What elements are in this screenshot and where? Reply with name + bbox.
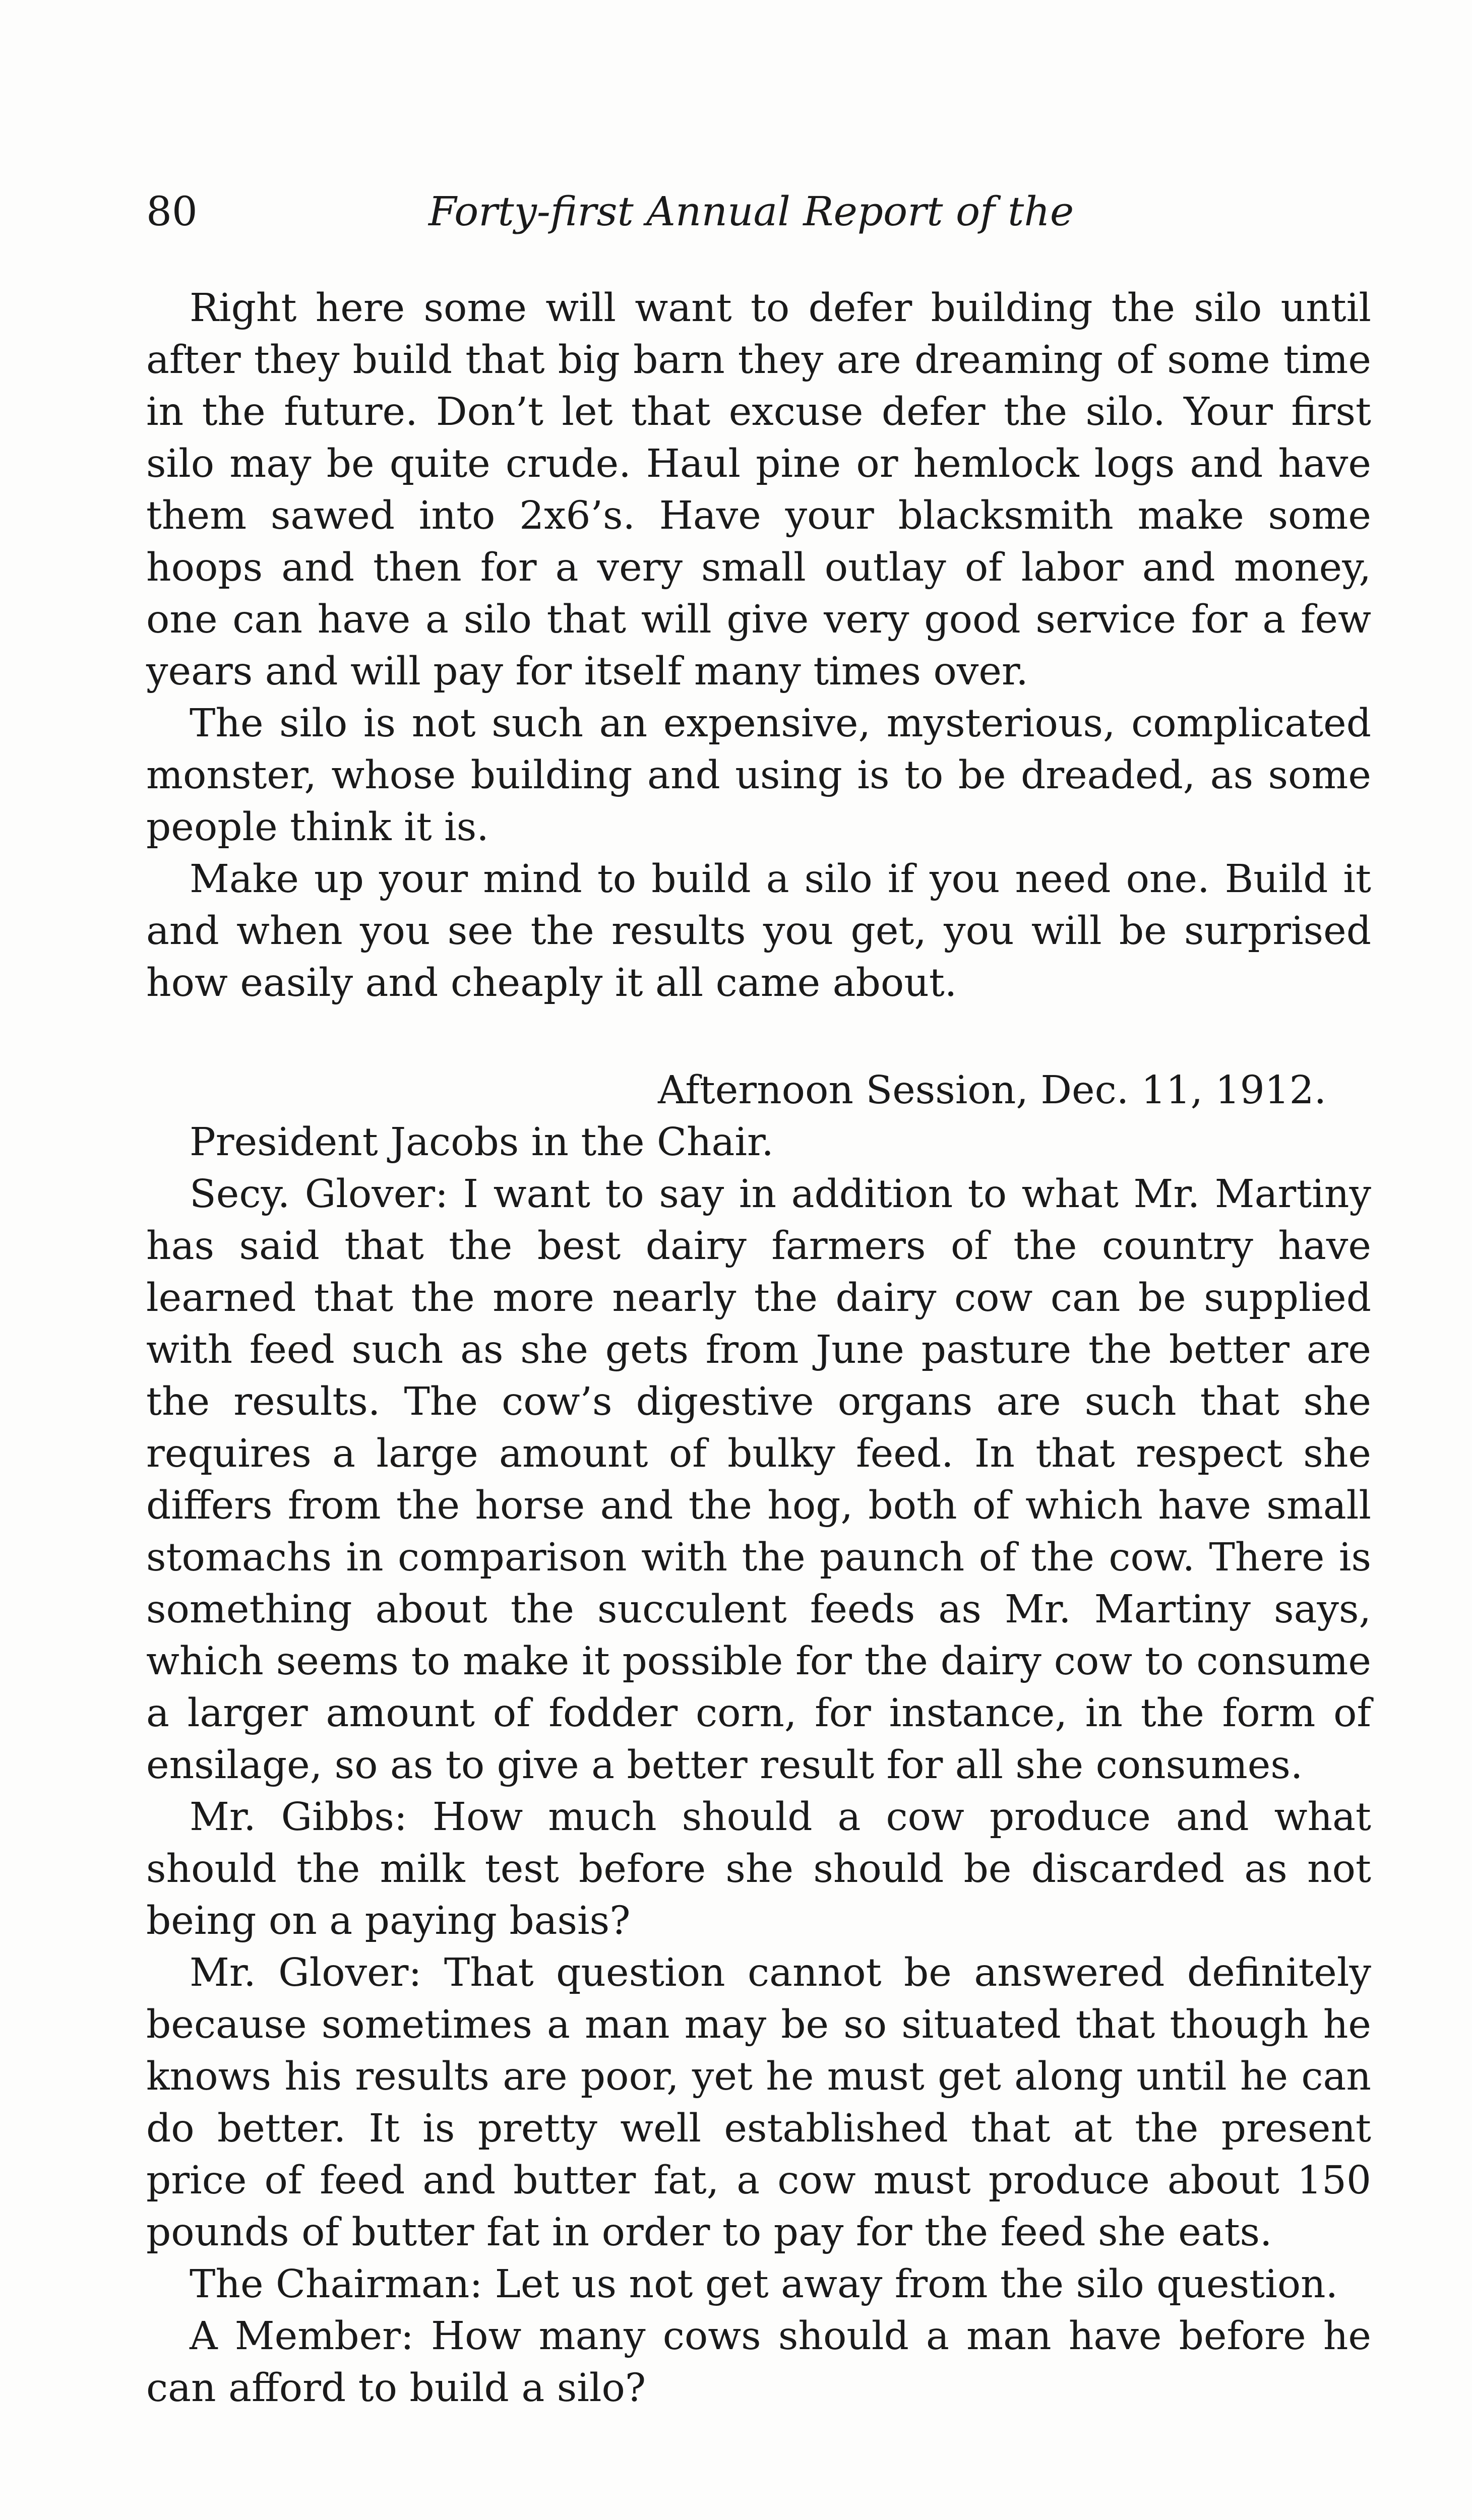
paragraph-mr-glover: Mr. Glover: That question cannot be answered definitely because sometimes a man may be so situated that though he knows his results are poor, yet he must get along until he can do better. It is pretty well established that at the present price of feed and butter fat, a cow must produce about 150 pounds of butter fat in order to pay for the feed she eats. — [146, 1950, 1371, 2255]
running-head — [146, 186, 1366, 242]
session-heading: Afternoon Session, Dec. 11, 1912. — [658, 1068, 1327, 1113]
paragraph-president-chair: President Jacobs in the Chair. — [190, 1120, 774, 1165]
paragraph-silo-not-expensive: The silo is not such an expensive, mysterious, complicated monster, whose building and using is to be dreaded, as some people think it is. — [146, 701, 1371, 850]
paragraph-silo-excuse: Right here some will want to defer building the silo until after they build that big barn they are dreaming of some time in the future. Don’t let that excuse defer the silo. Your first silo may be quite crude. Haul pine or hemlock logs and have them sawed into 2x6’s. Have your blacksmith make some hoops and then for a very small outlay of labor and money, one can have a silo that will give very good service for a few years and will pay for itself many times over. — [146, 286, 1371, 694]
body-text — [146, 282, 1371, 2414]
paragraph-build-silo: Make up your mind to build a silo if you need one. Build it and when you see the results you get, you will be surprised how easily and cheaply it all came about. — [146, 857, 1371, 1005]
paragraph-a-member: A Member: How many cows should a man have before he can afford to build a silo? — [146, 2314, 1371, 2411]
paragraph-chairman: The Chairman: Let us not get away from the silo question. — [190, 2262, 1338, 2307]
paragraph-secy-glover: Secy. Glover: I want to say in addition to what Mr. Martiny has said that the best dairy farmers of the country have learned that the more nearly the dairy cow can be supplied with feed such as she gets from June pasture the better are the results. The cow’s digestive organs are such that she requires a large amount of bulky feed. In that respect she differs from the horse and the hog, both of which have small stomachs in comparison with the paunch of the cow. There is something about the succulent feeds as Mr. Martiny says, which seems to make it possible for the dairy cow to consume a larger amount of fodder corn, for instance, in the form of ensilage, so as to give a better result for all she consumes. — [146, 1172, 1371, 1788]
paragraph-mr-gibbs: Mr. Gibbs: How much should a cow produce and what should the milk test before she should be discarded as not being on a paying basis? — [146, 1795, 1371, 1943]
running-title: Forty-first Annual Report of the — [428, 188, 1074, 235]
page-number: 80 — [146, 188, 198, 235]
